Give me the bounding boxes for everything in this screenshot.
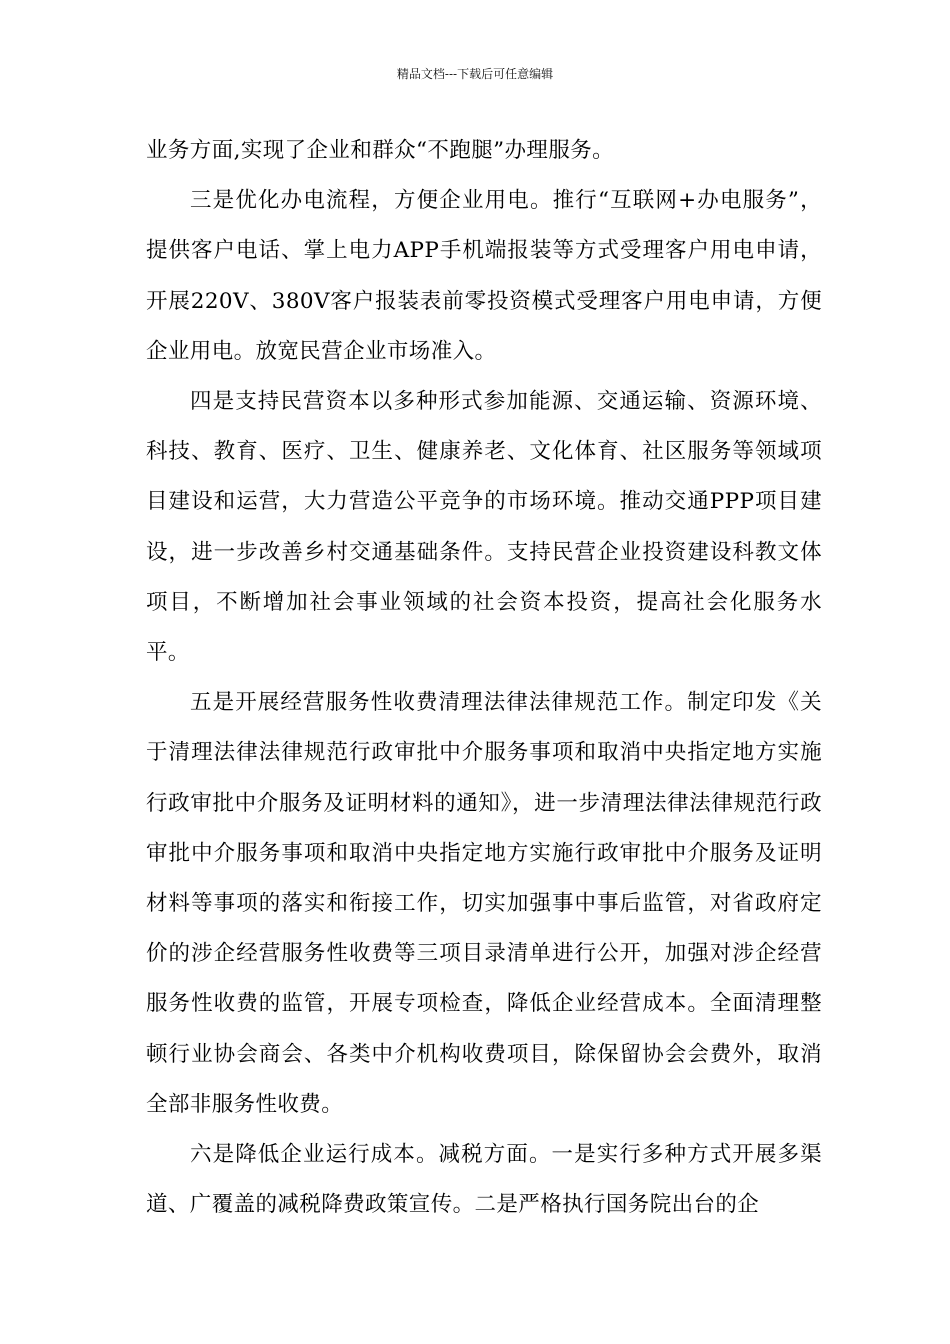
paragraph-item-6: 六是降低企业运行成本。减税方面。一是实行多种方式开展多渠道、广覆盖的减税降费政策宣传。二是严格执行国务院出台的企	[146, 1142, 822, 1218]
paragraph-item-5: 五是开展经营服务性收费清理法律法律规范工作。制定印发《关于清理法律法律规范行政审批中介服务事项和取消中央指定地方实施行政审批中介服务及证明材料的通知》，进一步清理法律法律规范行政审批中介服务事项和取消中央指定地方实施行政审批中介服务及证明材料等事项的落实和衔接工作，切实加强事中事后监管，对省政府定价的涉企经营服务性收费等三项目录清单进行公开，加强对涉企经营服务性收费的监管，开展专项检查，降低企业经营成本。全面清理整顿行业协会商会、各类中介机构收费项目，除保留协会会费外，取消全部非服务性收费。	[146, 690, 822, 1117]
paragraph-continuation: 业务方面,实现了企业和群众“不跑腿”办理服务。	[146, 138, 615, 163]
document-body	[146, 126, 822, 1230]
page-header: 精品文档---下载后可任意编辑	[396, 67, 554, 81]
paragraph-item-4: 四是支持民营资本以多种形式参加能源、交通运输、资源环境、科技、教育、医疗、卫生、健康养老、文化体育、社区服务等领域项目建设和运营，大力营造公平竞争的市场环境。推动交通PPP项目建设，进一步改善乡村交通基础条件。支持民营企业投资建设科教文体项目，不断增加社会事业领域的社会资本投资，提高社会化服务水平。	[146, 389, 822, 666]
paragraph-item-3: 三是优化办电流程，方便企业用电。推行“互联网+办电服务”，提供客户电话、掌上电力APP手机端报装等方式受理客户用电申请，开展220V、380V客户报装表前零投资模式受理客户用电申请，方便企业用电。放宽民营企业市场准入。	[146, 188, 822, 364]
